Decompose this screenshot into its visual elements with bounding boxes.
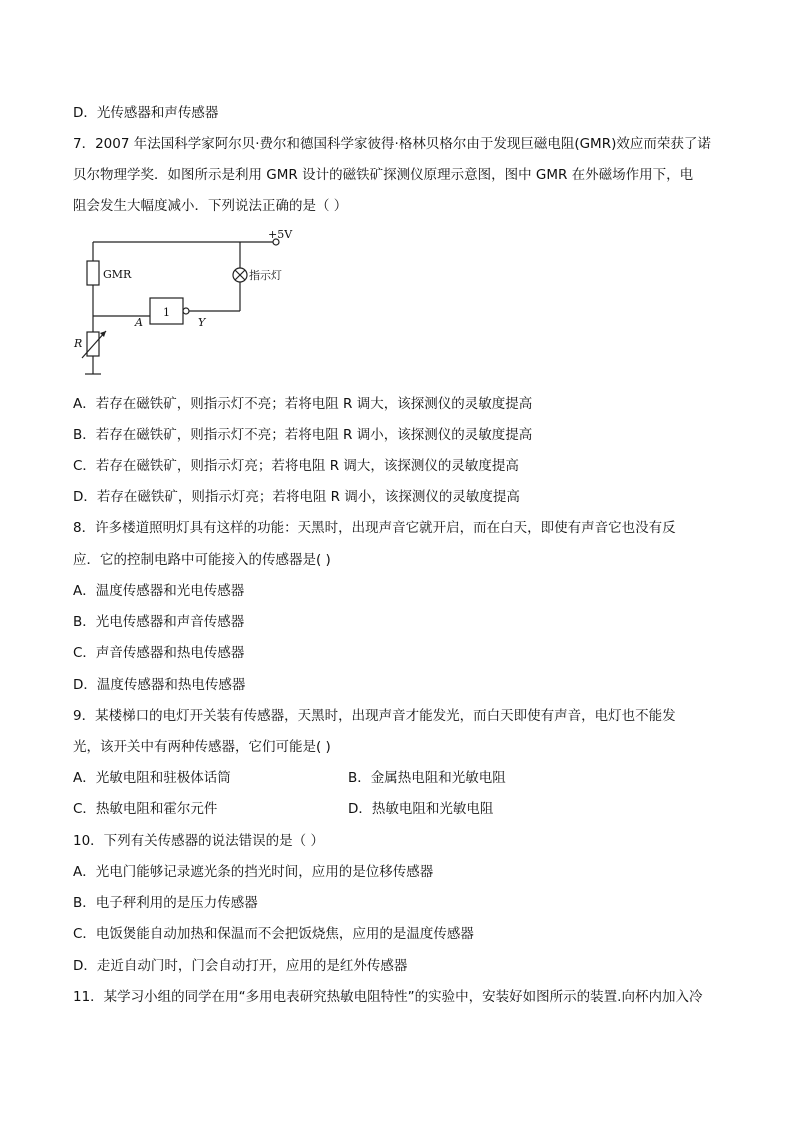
option-line: A．温度传感器和光电传感器 bbox=[73, 583, 245, 599]
question-8-text: 8．许多楼道照明灯具有这样的功能：天黑时，出现声音它就开启，而在白天，即使有声音它也没有反 bbox=[73, 520, 676, 536]
option-line: D．若存在磁铁矿，则指示灯亮；若将电阻 R 调小，该探测仪的灵敏度提高 bbox=[73, 489, 520, 505]
gate-label: 1 bbox=[163, 306, 170, 319]
question-10-text: 10．下列有关传感器的说法错误的是（ ） bbox=[73, 833, 324, 849]
question-7-text: 7．2007 年法国科学家阿尔贝·费尔和德国科学家彼得·格林贝格尔由于发现巨磁电阻(GMR)效应而荣获了诺 bbox=[73, 136, 711, 152]
question-7-text: 阻会发生大幅度减小．下列说法正确的是（ ） bbox=[73, 198, 348, 214]
option-line: A．若存在磁铁矿，则指示灯不亮；若将电阻 R 调大，该探测仪的灵敏度提高 bbox=[73, 396, 533, 412]
option-line: C．热敏电阻和霍尔元件 bbox=[73, 801, 218, 817]
option-line: D．热敏电阻和光敏电阻 bbox=[348, 801, 494, 817]
option-line: D．温度传感器和热电传感器 bbox=[73, 677, 246, 693]
gmr-resistor bbox=[87, 261, 99, 285]
option-line: B．电子秤利用的是压力传感器 bbox=[73, 895, 258, 911]
question-9-text: 光，该开关中有两种传感器，它们可能是( ) bbox=[73, 739, 331, 755]
voltage-label: +5V bbox=[268, 228, 293, 241]
option-line: C．若存在磁铁矿，则指示灯亮；若将电阻 R 调大，该探测仪的灵敏度提高 bbox=[73, 458, 519, 474]
gmr-label: GMR bbox=[103, 268, 132, 281]
option-line: B．若存在磁铁矿，则指示灯不亮；若将电阻 R 调小，该探测仪的灵敏度提高 bbox=[73, 427, 533, 443]
output-y-label: Y bbox=[198, 316, 206, 329]
question-7-text: 贝尔物理学奖．如图所示是利用 GMR 设计的磁铁矿探测仪原理示意图，图中 GMR 在外磁场作用下，电 bbox=[73, 167, 694, 183]
option-line: B．金属热电阻和光敏电阻 bbox=[348, 770, 506, 786]
question-8-text: 应．它的控制电路中可能接入的传感器是( ) bbox=[73, 552, 331, 568]
variable-resistor bbox=[87, 332, 99, 356]
lamp-label: 指示灯 bbox=[249, 269, 282, 282]
option-line: B．光电传感器和声音传感器 bbox=[73, 614, 245, 630]
option-line: C．电饭煲能自动加热和保温而不会把饭烧焦，应用的是温度传感器 bbox=[73, 926, 474, 942]
question-9-text: 9．某楼梯口的电灯开关装有传感器，天黑时，出现声音才能发光，而白天即使有声音，电灯也不能发 bbox=[73, 708, 676, 724]
gmr-circuit-diagram bbox=[70, 228, 310, 384]
option-line: A．光电门能够记录遮光条的挡光时间，应用的是位移传感器 bbox=[73, 864, 434, 880]
resistor-r-label: R bbox=[74, 337, 83, 350]
question-11-text: 11．某学习小组的同学在用“多用电表研究热敏电阻特性”的实验中，安装好如图所示的装置.向杯内加入冷 bbox=[73, 989, 703, 1005]
option-line: C．声音传感器和热电传感器 bbox=[73, 645, 245, 661]
option-line: D．走近自动门时，门会自动打开，应用的是红外传感器 bbox=[73, 958, 408, 974]
option-line: D．光传感器和声传感器 bbox=[73, 105, 219, 121]
option-line: A．光敏电阻和驻极体话筒 bbox=[73, 770, 231, 786]
input-a-label: A bbox=[135, 316, 143, 329]
